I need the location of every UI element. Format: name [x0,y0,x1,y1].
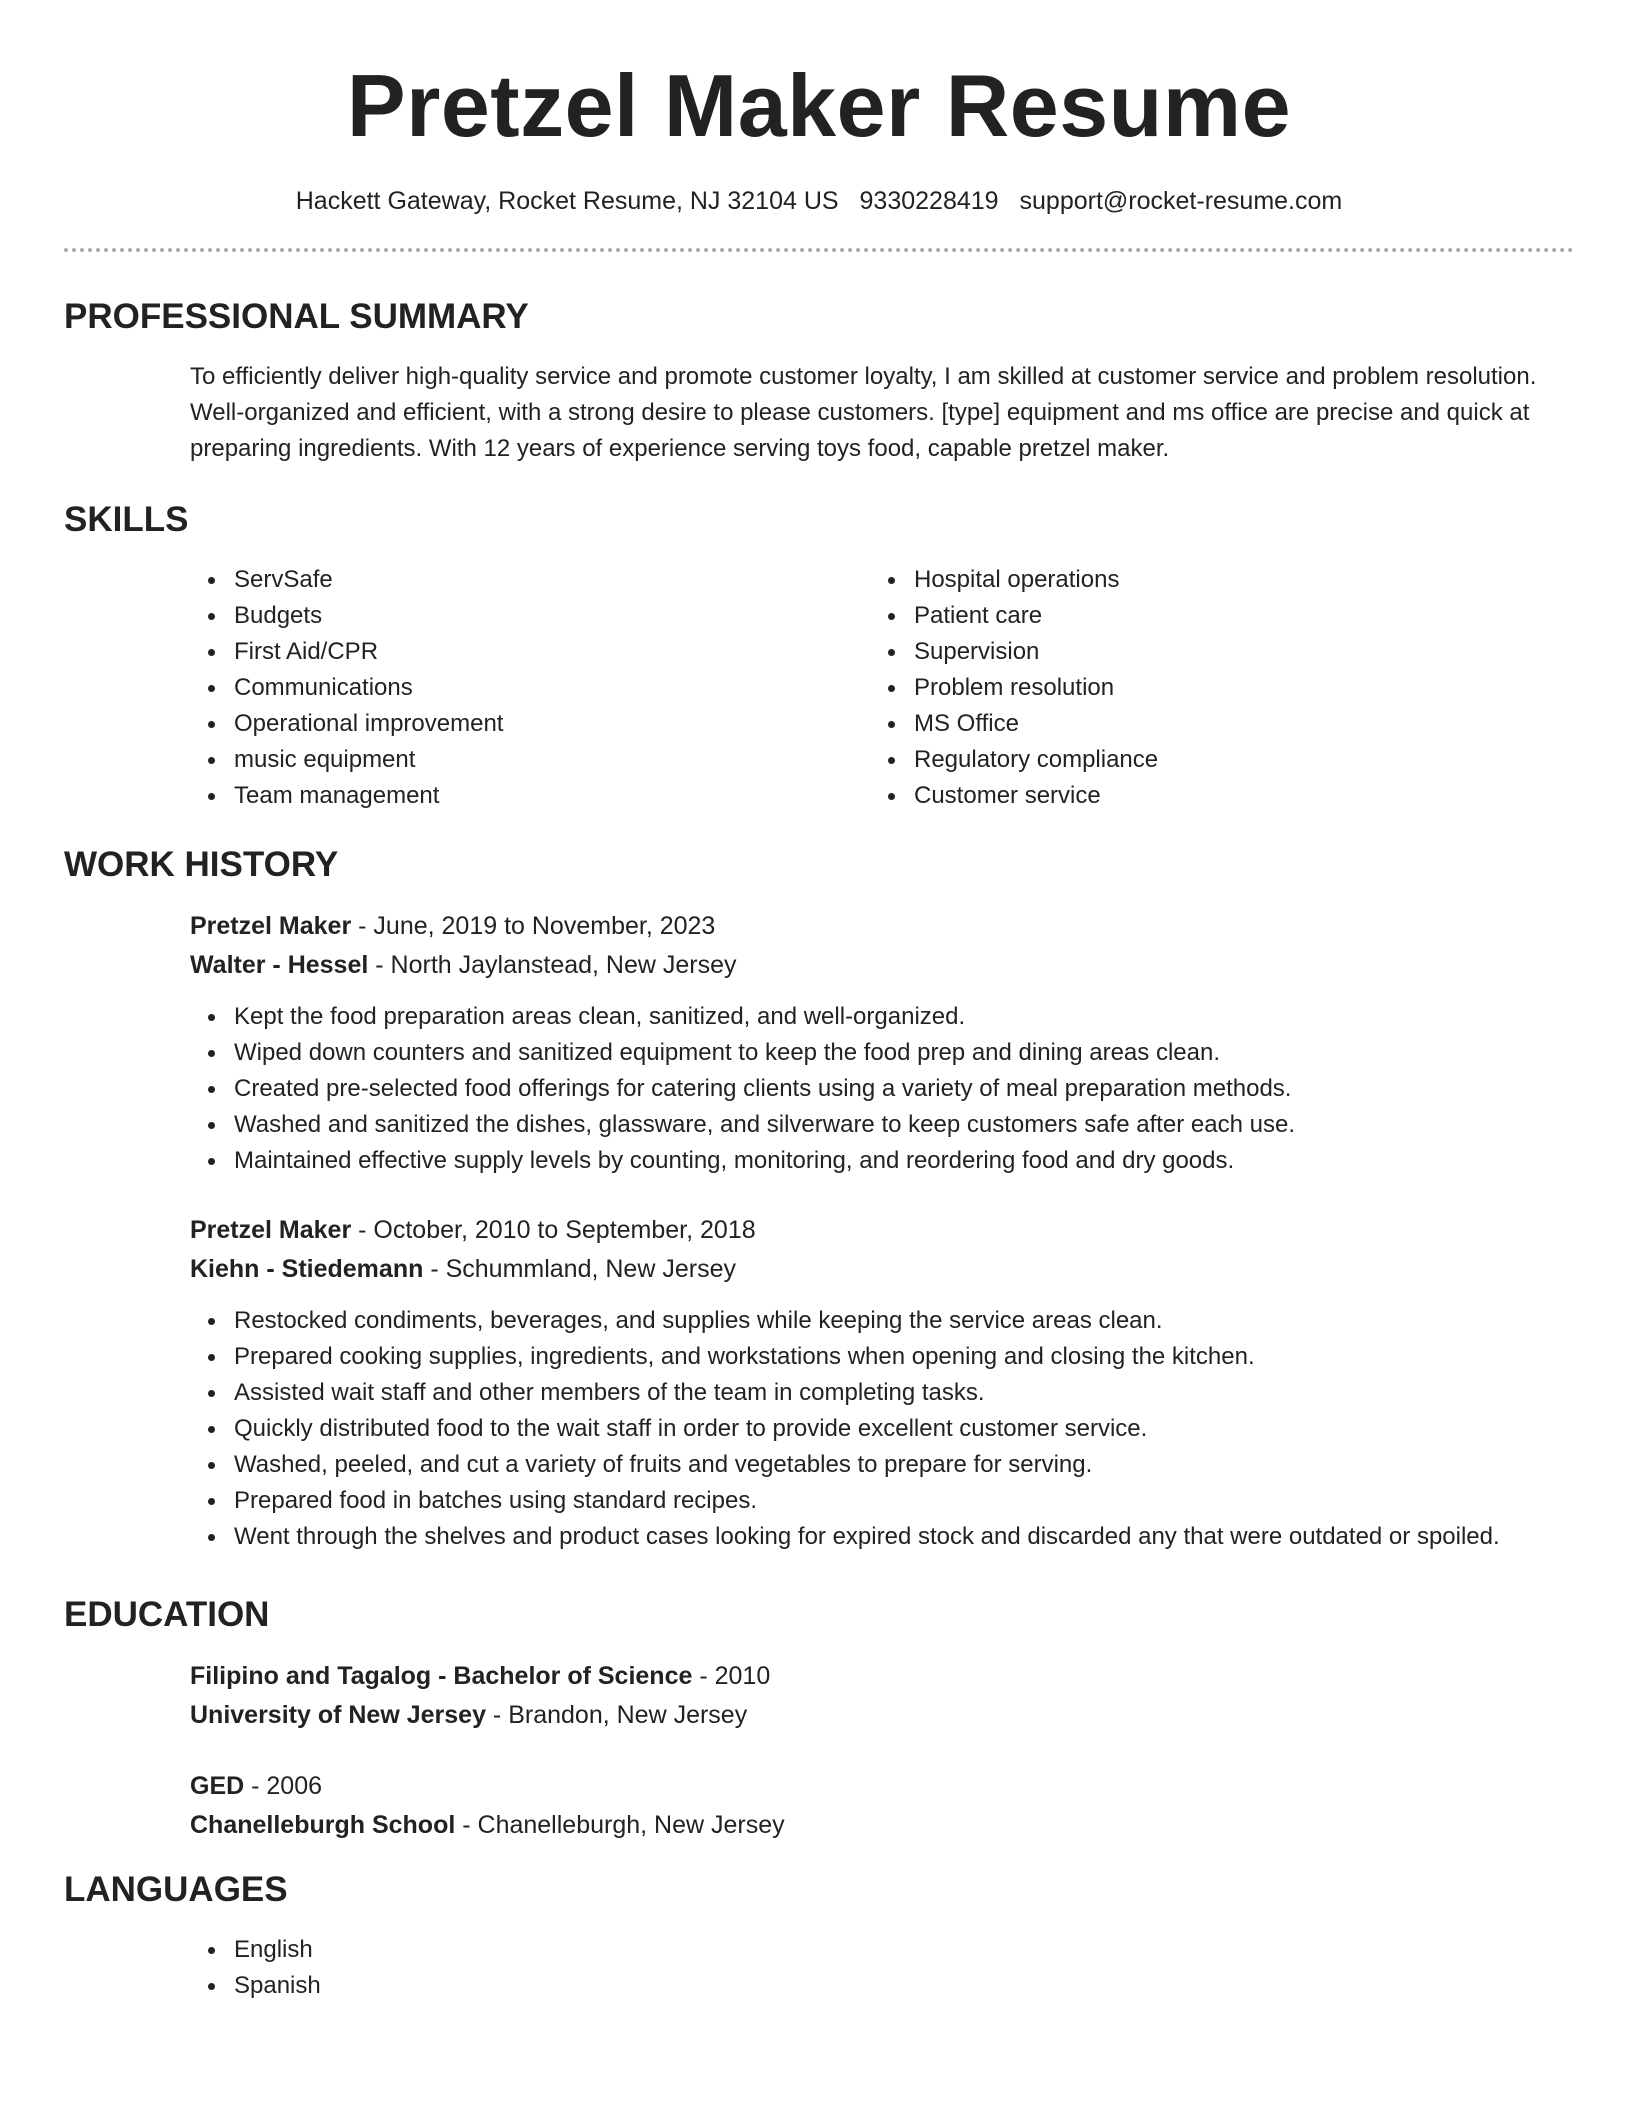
skill-item: Supervision [914,634,1550,670]
education-heading: EDUCATION [64,1595,270,1634]
education-degree: GED [190,1772,245,1800]
skills-heading: SKILLS [64,500,189,539]
education-entry [190,1767,1574,1845]
education-year: - 2010 [692,1662,771,1690]
job-dates: - June, 2019 to November, 2023 [351,912,716,940]
job-dates: - October, 2010 to September, 2018 [351,1216,756,1244]
skills-column-left [190,562,870,814]
education-entry [190,1657,1574,1735]
skill-item: ServSafe [234,562,870,598]
languages-section [64,1868,1574,2004]
job-company-line [190,1250,1574,1289]
skill-item: Regulatory compliance [914,742,1550,778]
skill-item: Budgets [234,598,870,634]
education-degree-line [190,1657,1574,1696]
job-bullet: Prepared cooking supplies, ingredients, and workstations when opening and closing the kitchen. [234,1339,1574,1375]
skill-item: music equipment [234,742,870,778]
skill-item: Patient care [914,598,1550,634]
skill-item: Customer service [914,778,1550,814]
job-bullet: Quickly distributed food to the wait staff in order to provide excellent customer service. [234,1411,1574,1447]
education-school: University of New Jersey [190,1701,486,1729]
education-year: - 2006 [244,1772,323,1800]
skill-item: Communications [234,670,870,706]
job-location: - North Jaylanstead, New Jersey [368,951,737,979]
job-bullet: Restocked condiments, beverages, and supplies while keeping the service areas clean. [234,1303,1574,1339]
skills-column-right [870,562,1550,814]
job-bullet: Wiped down counters and sanitized equipment to keep the food prep and dining areas clean. [234,1035,1574,1071]
resume-page [64,0,1574,1999]
education-school-line [190,1806,1574,1845]
contact-email: support@rocket-resume.com [1019,187,1343,215]
skill-item: Hospital operations [914,562,1550,598]
skills-section [64,498,1574,814]
contact-line [64,184,1574,218]
job-title: Pretzel Maker [190,912,352,940]
header-divider [64,248,1574,252]
language-item: English [234,1932,1574,1968]
job-bullet: Prepared food in batches using standard recipes. [234,1483,1574,1519]
job-entry [190,907,1574,1179]
summary-section [64,295,1574,467]
job-location: - Schummland, New Jersey [423,1255,736,1283]
skill-item: MS Office [914,706,1550,742]
education-degree: Filipino and Tagalog - Bachelor of Science [190,1662,693,1690]
job-bullet: Maintained effective supply levels by counting, monitoring, and reordering food and dry goods. [234,1143,1574,1179]
education-location: - Chanelleburgh, New Jersey [455,1811,785,1839]
job-bullet: Assisted wait staff and other members of the team in completing tasks. [234,1375,1574,1411]
work-history-heading: WORK HISTORY [64,845,339,884]
education-school: Chanelleburgh School [190,1811,456,1839]
education-degree-line [190,1767,1574,1806]
education-section [64,1593,1574,1845]
work-history-section [64,843,1574,1555]
education-school-line [190,1696,1574,1735]
resume-title: Pretzel Maker Resume [346,56,1292,155]
job-entry [190,1211,1574,1555]
contact-phone: 9330228419 [859,187,999,215]
job-company: Kiehn - Stiedemann [190,1255,424,1283]
job-bullet: Went through the shelves and product cases looking for expired stock and discarded any that were outdated or spoiled. [234,1519,1574,1555]
skill-item: Operational improvement [234,706,870,742]
job-bullet: Washed and sanitized the dishes, glassware, and silverware to keep customers safe after each use. [234,1107,1574,1143]
summary-heading: PROFESSIONAL SUMMARY [64,297,529,336]
skill-item: Team management [234,778,870,814]
job-bullet: Kept the food preparation areas clean, sanitized, and well-organized. [234,999,1574,1035]
education-location: - Brandon, New Jersey [485,1701,748,1729]
job-company: Walter - Hessel [190,951,369,979]
summary-text: To efficiently deliver high-quality service and promote customer loyalty, I am skilled at customer service and problem resolution. Well-organized and efficient, with a strong desire to please customers. [type] equipment and ms office are precise and quick at preparing ingredients. With 12 years of experience serving toys food, capable pretzel maker. [190,363,1537,462]
job-title: Pretzel Maker [190,1216,352,1244]
job-company-line [190,946,1574,985]
skill-item: First Aid/CPR [234,634,870,670]
job-title-line [190,907,1574,946]
contact-address: Hackett Gateway, Rocket Resume, NJ 32104 US [295,187,839,215]
skill-item: Problem resolution [914,670,1550,706]
job-bullet: Created pre-selected food offerings for catering clients using a variety of meal preparation methods. [234,1071,1574,1107]
language-item: Spanish [234,1968,1574,2004]
job-bullet: Washed, peeled, and cut a variety of fruits and vegetables to prepare for serving. [234,1447,1574,1483]
languages-heading: LANGUAGES [64,1870,288,1909]
job-title-line [190,1211,1574,1250]
